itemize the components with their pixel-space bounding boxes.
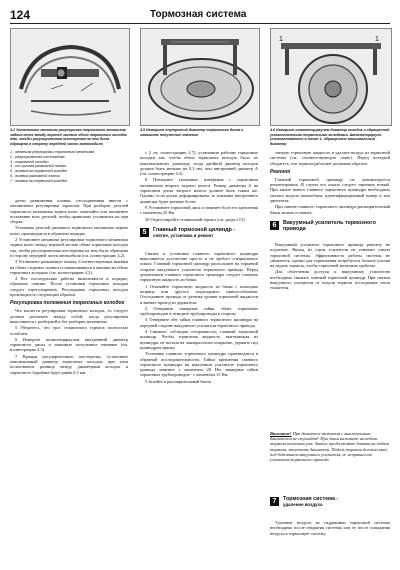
section-number: 7	[270, 497, 279, 506]
paragraph: 9 Установите тормозной диск и затяните болт его крепления с моментом 25 Нм.	[140, 204, 258, 216]
paragraph: 8 Повторите указанные измерения с тормозным механизмом второго заднего колеса. Размер диаметра А на тормозном диске второго колеса должен быть таким же. Однако, если диски деформированы, то значение внутреннего диаметра будет меньше более.	[140, 177, 258, 204]
paragraph: Установка главного тормозного цилиндра производится в обратной последовательности. Гайки крепления главного тормозного цилиндра на вакуумном усилителе тормозного привода затяните с моментом 20 Нм, накидные гайки тормозных трубопроводов - с моментом 15 Нм.	[140, 351, 258, 378]
legend-item: 3 - тормозной колодки	[10, 159, 49, 164]
paragraph: 4 Снимите, соблюдая осторожность, главный тормозной цилиндр. Чтобы тормозная жидкость, вытекающая из цилиндра, не попала на лакокрасочное покрытие, держите под цилиндром тряпку.	[140, 329, 258, 350]
figure-legend	[10, 150, 128, 184]
shoe-measurement-illustration	[271, 29, 391, 125]
paragraph: При замене главного тормозного цилиндра расширительный бачок можно оставить.	[270, 204, 390, 215]
page-number: 124	[10, 8, 31, 22]
paragraph: 3 Установите разжимную планку. Соответствующие выемки на обеих сторонах планки устанавливаются в выемки на обеих тормозных колодках (см. иллюстрацию 4.2).	[10, 259, 128, 275]
paragraph: Главный тормозной цилиндр не рекомендуется ремонтировать. В случае его отказа следует заменить новый. При заказе нового главного тормозного цилиндра необходимо указать модель автомобиля, идентификационный номер и тип двигателя.	[270, 176, 390, 204]
paragraph: 2 Отверните накидные гайки обеих тормозных трубопроводов и отведите трубопроводы в сторону.	[140, 305, 258, 317]
section-heading-6	[270, 219, 390, 239]
warning-note	[270, 431, 390, 462]
svg-text:1: 1	[375, 36, 379, 43]
paragraph: 3 Отверните обе гайки главного тормозного цилиндра на передней стороне вакуумного усилителя тормозного привода.	[140, 317, 258, 328]
paragraph: датчи развижения планки, отсоединенная ввести с механизмом регулировки тормозов. При разборке деталей тормозного механизма задних колес отмечайте или запомните положение всех деталей, чтобы правильно установить их при сборке.	[10, 198, 128, 225]
section-title: Вакуумный усилитель тормозного привода	[283, 219, 376, 233]
section-heading-7	[270, 497, 390, 517]
section-title: Главный тормозной цилиндр -	[153, 226, 236, 233]
figure-caption-4-6: 4.6 Измерьте штангенциркулем диаметр колодок и обращенной установленными тормозными колодками. Штангенциркуль устанавливается в точке 1, обращенных максимальный диаметр	[270, 128, 390, 146]
paragraph: Удаление воздуха из гидравлики тормозной системы необходимо после открытия системы или ее после попадания воздуха в тормозную систему.	[270, 520, 390, 536]
paragraph: с 2 см. иллюстрацию 4.7), установите рабочие тормозные колодки так, чтобы обеих тормозных колодок было по максимальному диаметру, тогда двойной диаметр колодок должен быть меньше на 0,3 мм, чем внутренний диаметр А (см. иллюстрацию 4.5).	[140, 150, 258, 177]
paragraph: 7 Вращая регулировочную шестеренку, установите максимальный диаметр тормозных колодок, при этом пользоваться разница между диаметрами колодок и тормозного барабана будет равна 0,3 мм.	[10, 353, 128, 375]
paragraph: Для облегчения доступа к вакуумному усилителю необходимо снимать главный тормозной цилиндр. При снятии вакуумного усилителя от педали тормоза отсоедините шток толкателя.	[270, 269, 390, 291]
text-column-2	[140, 150, 258, 385]
running-title: Тормозная система	[150, 9, 247, 20]
figure-disc-measurement	[140, 28, 260, 126]
paragraph: Вакуумный усилитель тормозного привода ремонту не подлежит. Выход из строя усилителя не означает отказа тормозной системы. Эффективность работы системы не снижается, однако для торможения потребуется больше усилия на педаль тормоза, чтобы тормозной механизм сработал.	[270, 241, 390, 269]
legend-item: 1 - механизм регулировки тормозного механизма	[10, 150, 95, 154]
text-column-3-tail	[270, 520, 390, 537]
figure-drum-brake-assembly	[10, 28, 130, 126]
figure-caption-4-2: 4.2 Установите механизм регулировки тормозного механизма задних колес между верхней частью обеих тормозных колодок так, чтобы регулировочная шестеренка на нем была обращена в сторону передней части автомобиля	[10, 128, 127, 146]
legend-item: 2 - регулировочная шестеренка	[10, 154, 65, 159]
figure-caption-4-5: 4.5 Измерьте внутренний диаметр тормозного диска и запишите полученное значение	[140, 128, 244, 137]
paragraph: 5 Залейте в расширительный бачок	[145, 378, 211, 384]
paragraph: свежую тормозную жидкость и удалите воздух из тормозной системы (см. соответствующую главу). Перед поездкой убедитесь, что тормоза работают должным образом.	[270, 150, 390, 166]
legend-item: 5 - выемка на тормозной колодке	[10, 169, 68, 174]
warning-label: Внимание!	[270, 431, 292, 436]
paragraph: 5 Убедитесь, что трос стояночного тормоза полностью ослаблен.	[10, 325, 128, 336]
header-rule	[10, 23, 390, 24]
section-heading-5	[140, 226, 258, 248]
section-subtitle: снятие, установка и ремонт	[153, 233, 214, 239]
paragraph: Установка деталей дискового тормозного механизма задних колес производится в обратном порядке.	[10, 225, 128, 236]
paragraph: 6 Измерьте штангенциркулем внутренний диаметр тормозного диска и запишите полученное значение (см. иллюстрацию 4.5).	[10, 336, 128, 353]
paragraph: 10 Отрегулируйте стояночный тормоз (см. раздел 15).	[145, 216, 246, 222]
legend-item: 7 - выемка на тормозной колодке	[10, 178, 68, 183]
section-subtitle: удаление воздуха	[283, 502, 323, 508]
paragraph: 1 Откачайте тормозную жидкость из бачка с помощью шприца или другого подходящего приспособления. Отсоедините провода от датчика уровня тормозной жидкости и выньте провод из держателя.	[140, 283, 258, 305]
disc-measurement-illustration	[141, 29, 259, 125]
text-column-1	[10, 198, 128, 376]
page-header	[10, 8, 390, 22]
section-number: 5	[140, 228, 149, 237]
paragraph: Снятие и установка главного тормозного цилиндра выполняется достаточно просто и не требует специального опыта. Главный тормозной цилиндр расположен на торцевой стороне вакуумного усилителя тормозного привода. Перед демонтажем главного тормозного цилиндра следует откачать тормозную жидкость из бачка.	[140, 250, 258, 283]
text-column-3	[270, 150, 390, 292]
warning-text: При двигателе нажатом с выключенным двигателем не спускайте! При этом нажмите на педаль тормоза несколько раз. Затем, продолжайте давить на педаль тормоза, запустите двигатель. Педаль тормоза должна вниз под действием вакуумного усилителя, ее исправности усилителя тормозного привода.	[270, 431, 390, 463]
legend-item: 6 - выемка разжимной планки	[10, 173, 60, 178]
section-title: Тормозная система -	[283, 496, 339, 502]
svg-text:1: 1	[279, 36, 283, 43]
subheading-repair: Ремонт	[270, 168, 291, 175]
figure-shoe-measurement	[270, 28, 392, 126]
paragraph: 2 Установите механизм регулировки тормозного механизма задних колес между верхней частью обеих тормозных колодок так, чтобы регулировочная шестеренка на нем была обращена в сторону передней части автомобиля (см. иллюстрацию 4.2).	[10, 237, 128, 258]
legend-item: 4 - ось рычага разжимной планки	[10, 164, 67, 169]
paragraph: 4 Все последующие работы выполняются в порядке, обратном снятию. После установки тормозные колодки следует отрегулировать. Регулировка тормозных колодок производится следующим образом.	[10, 276, 128, 298]
drum-brake-illustration	[11, 29, 129, 125]
section-number: 6	[270, 221, 279, 230]
paragraph: Что касается регулировки тормозных колодок, то следует должен различать между собой, когда регулировки выполняется с разборкой и без разборки механизма.	[10, 308, 128, 324]
subheading-shoe-adjustment: Регулировка положения тормозных колодок	[10, 300, 125, 307]
